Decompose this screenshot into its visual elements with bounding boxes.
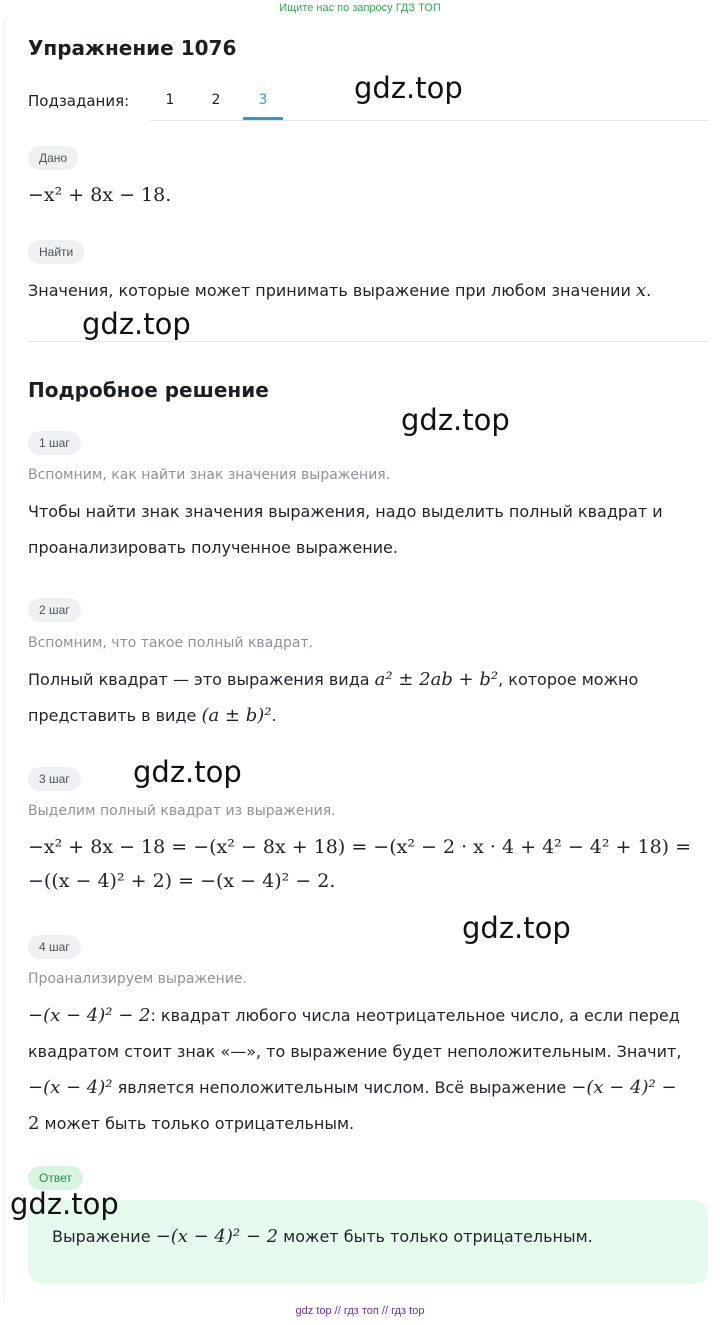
find-variable: x [635, 280, 647, 301]
step-2-formula-1: a² ± 2ab + b² [374, 669, 499, 690]
watermark: gdz.top [82, 307, 191, 341]
step-4-line-1-text: : квадрат любого числа неотрицательное число, а если перед [150, 1006, 680, 1025]
find-tail: . [646, 281, 652, 300]
solution-title: Подробное решение [28, 378, 269, 402]
tab-subtask-1[interactable]: 1 [165, 92, 175, 108]
step-2-line-2-text: представить в виде [28, 706, 197, 725]
subtasks-label: Подзадания: [28, 92, 130, 110]
given-expression: −x² + 8x − 18. [28, 184, 172, 206]
tab-subtask-3[interactable]: 3 [258, 92, 268, 108]
step-4-pill: 4 шаг [28, 935, 81, 959]
page-title: Упражнение 1076 [28, 36, 237, 60]
answer-formula: −(x − 4)² − 2 [155, 1226, 279, 1247]
answer-text [52, 1226, 593, 1247]
find-text-body: Значения, которые может принимать выражение при любом значении [28, 281, 631, 300]
step-1-line-2: проанализировать полученное выражение. [28, 538, 398, 557]
step-4-line-3 [28, 1070, 696, 1106]
answer-pill: Ответ [28, 1166, 83, 1190]
step-2-line-1 [28, 662, 696, 698]
step-4-line-2: квадратом стоит знак «—», то выражение будет неположительным. Значит, [28, 1042, 682, 1061]
step-3-hint: Выделим полный квадрат из выражения. [28, 803, 336, 819]
step-4-line-4-text: может быть только отрицательным. [39, 1114, 355, 1133]
watermark: gdz.top [354, 71, 463, 105]
answer-box [28, 1200, 708, 1284]
watermark: gdz.top [10, 1187, 119, 1221]
step-2-line-1-text: Полный квадрат — это выражения вида [28, 670, 370, 689]
answer-text-b: может быть только отрицательным. [278, 1227, 593, 1246]
find-pill: Найти [28, 240, 84, 264]
watermark: gdz.top [133, 755, 242, 789]
step-3-formula-2: −((x − 4)² + 2) = −(x − 4)² − 2. [28, 870, 336, 892]
given-pill: Дано [28, 146, 78, 170]
top-banner[interactable]: Ищите нас по запросу ГДЗ ТОП [279, 2, 441, 14]
watermark: gdz.top [401, 403, 510, 437]
step-2-hint: Вспомним, что такое полный квадрат. [28, 635, 314, 651]
active-tab-indicator [243, 117, 283, 120]
step-4-formula-a: −(x − 4)² − 2 [28, 1005, 151, 1026]
section-divider [28, 341, 708, 342]
find-text [28, 273, 696, 309]
step-1-pill: 1 шаг [28, 431, 81, 455]
watermark: gdz.top [462, 911, 571, 945]
tab-subtask-2[interactable]: 2 [211, 92, 221, 108]
step-2-formula-2: (a ± b)² [201, 705, 272, 726]
step-4-line-3-text: является неположительным числом. Всё выражение [112, 1078, 572, 1097]
step-2-line-2-tail: . [271, 706, 277, 725]
step-4-hint: Проанализируем выражение. [28, 971, 247, 987]
step-4-formula-c: −(x − 4)² − [571, 1077, 677, 1098]
answer-text-a: Выражение [52, 1227, 156, 1246]
step-2-pill: 2 шаг [28, 598, 81, 622]
step-3-formula-1: −x² + 8x − 18 = −(x² − 8x + 18) = −(x² − 2 · x · 4 + 4² − 4² + 18) = [28, 836, 692, 858]
step-4-formula-d: 2 [28, 1113, 40, 1134]
step-4-line-1 [28, 998, 696, 1034]
footer-links[interactable]: gdz top // гдз топ // гдз top [295, 1305, 425, 1317]
step-3-pill: 3 шаг [28, 767, 81, 791]
step-4-line-4 [28, 1106, 696, 1142]
step-1-hint: Вспомним, как найти знак значения выражения. [28, 467, 391, 483]
step-2-line-2 [28, 698, 696, 734]
step-4-formula-b: −(x − 4)² [28, 1077, 113, 1098]
step-1-line-1: Чтобы найти знак значения выражения, надо выделить полный квадрат и [28, 502, 663, 521]
step-2-line-1-tail: , которое можно [498, 670, 639, 689]
